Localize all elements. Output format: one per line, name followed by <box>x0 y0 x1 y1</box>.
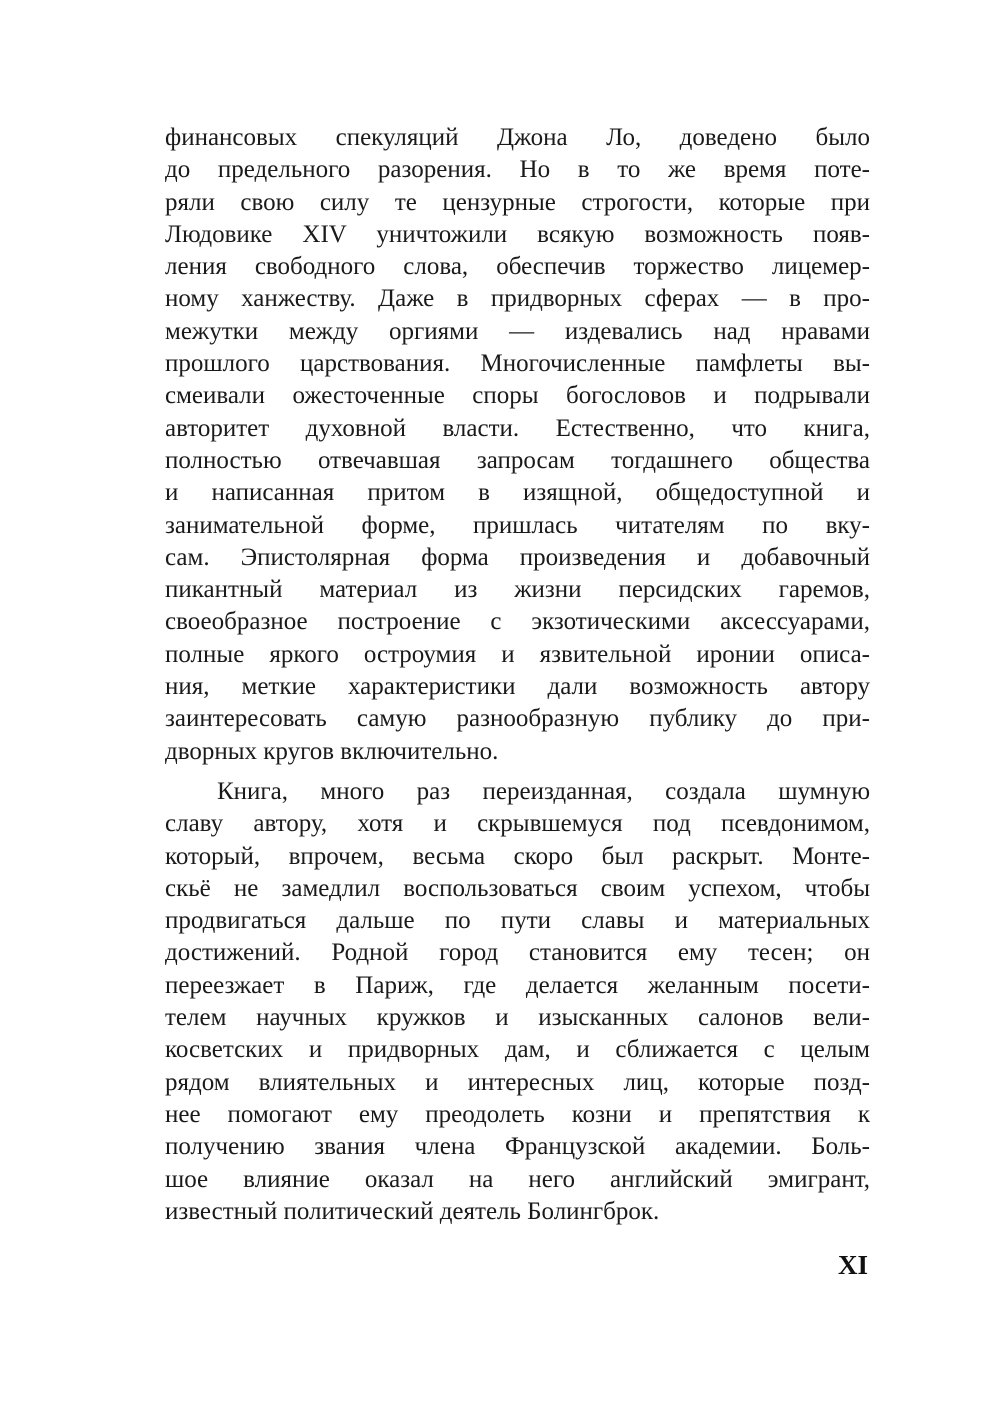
paragraph-1 <box>165 122 870 768</box>
paragraph-2 <box>165 776 870 1228</box>
text-line: до предельного разорения. Но в то же время поте- <box>165 156 870 184</box>
text-line: нее помогают ему преодолеть козни и препятствия к <box>165 1100 870 1128</box>
text-line: своеобразное построение с экзотическими аксессуарами, <box>165 608 870 636</box>
text-line: достижений. Родной город становится ему тесен; он <box>165 939 870 967</box>
text-line: ления свободного слова, обеспечив торжество лицемер- <box>165 253 870 281</box>
page-number: XI <box>838 1250 869 1280</box>
text-line: получению звания члена Французской академии. Боль- <box>165 1133 870 1161</box>
text-line: полностью отвечавшая запросам тогдашнего общества <box>165 446 870 474</box>
text-line: дворных кругов включительно. <box>165 737 499 765</box>
text-line: сам. Эпистолярная форма произведения и добавочный <box>165 543 870 571</box>
text-line: авторитет духовной власти. Естественно, что книга, <box>165 414 870 442</box>
text-line: Людовике XIV уничтожили всякую возможность появ- <box>165 220 870 248</box>
text-line: славу автору, хотя и скрывшемуся под псевдонимом, <box>165 810 870 838</box>
text-line: прошлого царствования. Многочисленные памфлеты вы- <box>165 350 870 378</box>
text-line: финансовых спекуляций Джона Ло, доведено было <box>165 124 870 151</box>
text-line: переезжает в Париж, где делается желанным посети- <box>165 971 870 999</box>
text-line: занимательной форме, пришлась читателям по вку- <box>165 511 870 539</box>
text-line: продвигаться дальше по пути славы и материальных <box>165 907 870 935</box>
text-line: полные яркого остроумия и язвительной иронии описа- <box>165 640 870 668</box>
text-line: межутки между оргиями — издевались над нравами <box>165 317 870 345</box>
text-line: ния, меткие характеристики дали возможность автору <box>165 673 870 701</box>
text-line: телем научных кружков и изысканных салонов вели- <box>165 1004 870 1032</box>
text-line: косветских и придворных дам, и сближается с целым <box>165 1036 870 1064</box>
text-line: рядом влиятельных и интересных лиц, которые позд- <box>165 1068 870 1096</box>
text-line: скьё не замедлил воспользоваться своим успехом, чтобы <box>165 874 870 902</box>
text-line: известный политический деятель Болингброк. <box>165 1197 660 1225</box>
page-body <box>165 122 870 1228</box>
text-line: Книга, много раз переизданная, создала шумную <box>217 777 870 805</box>
text-line: ряли свою силу те цензурные строгости, которые при <box>165 188 870 216</box>
text-line: заинтересовать самую разнообразную публику до при- <box>165 705 870 733</box>
text-line: смеивали ожесточенные споры богословов и подрывали <box>165 382 870 410</box>
text-line: пикантный материал из жизни персидских гаремов, <box>165 576 870 604</box>
text-line: который, впрочем, весьма скоро был раскрыт. Монте- <box>165 842 870 870</box>
text-line: и написанная притом в изящной, общедоступной и <box>165 479 870 507</box>
text-line: ному ханжеству. Даже в придворных сферах — в про- <box>165 285 870 313</box>
text-line: шое влияние оказал на него английский эмигрант, <box>165 1165 870 1193</box>
